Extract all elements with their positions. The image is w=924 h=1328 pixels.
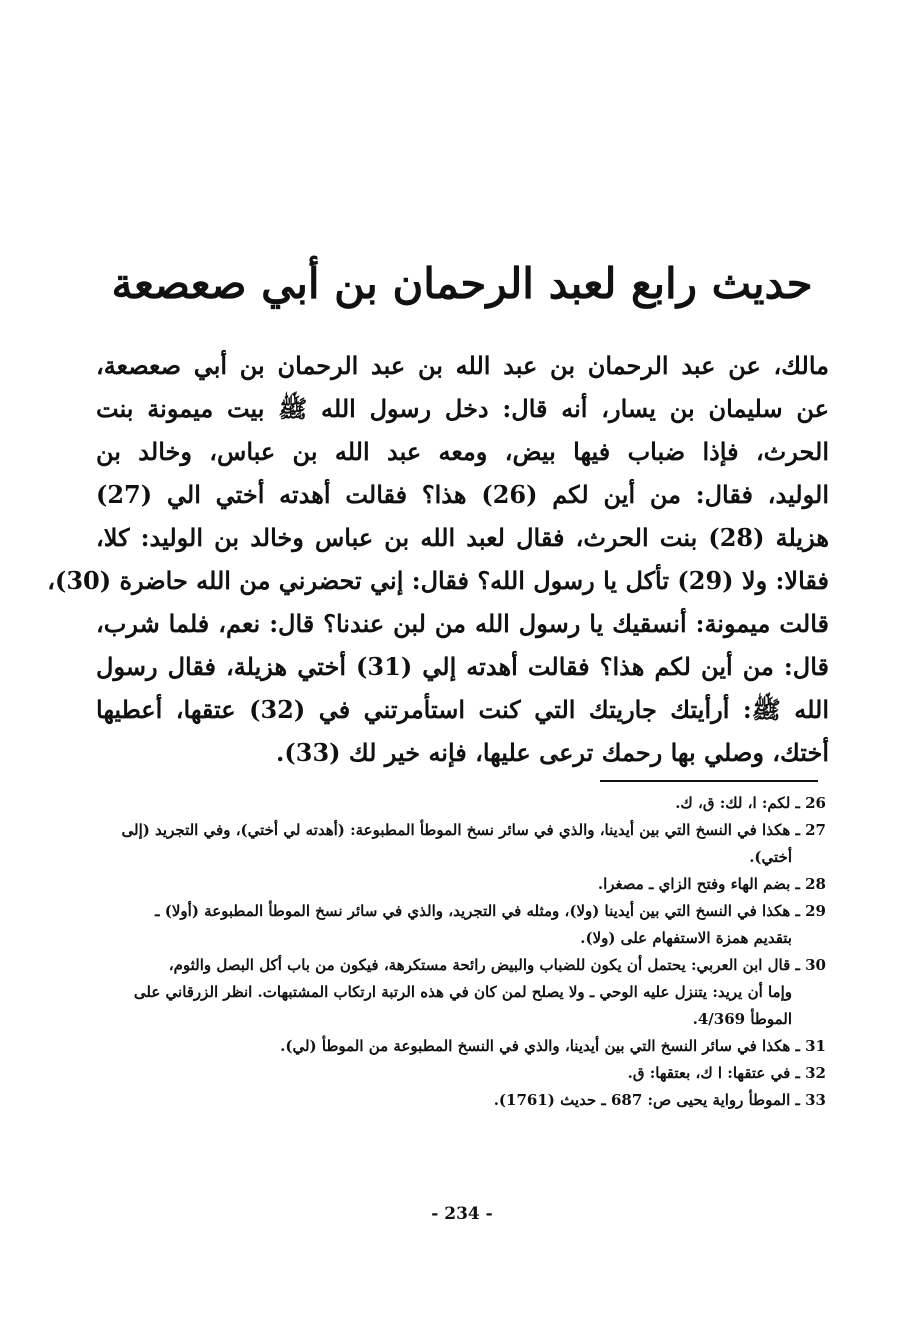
body-line: مالك، عن عبد الرحمان بن عبد الله بن عبد الرحمان بن أبي صعصعة، <box>96 351 829 380</box>
body-line: أختك، وصلي بها رحمك ترعى عليها، فإنه خير لك (33). <box>276 738 829 767</box>
footnote-line: وإما أن يريد: يتنزل عليه الوحي ـ ولا يصلح لمن كان في هذه الرتبة ارتكاب المشتبهات. انظر الزرقاني على <box>133 983 792 1001</box>
footnote-line: 28 ـ بضم الهاء وفتح الزاي ـ مصغرا. <box>597 875 826 893</box>
footnote-line: أختي). <box>749 848 792 866</box>
footnote-line: 33 ـ الموطأ رواية يحيى ص: 687 ـ حديث (1761). <box>493 1091 826 1109</box>
footnote-line: 29 ـ هكذا في النسخ التي بين أيدينا (ولا)، ومثله في التجريد، والذي في سائر نسخ الموطأ المطبوعة (أولا) ـ <box>155 902 826 920</box>
body-line: الحرث، فإذا ضباب فيها بيض، ومعه عبد الله بن عباس، وخالد بن <box>96 437 829 466</box>
body-line: فقالا: ولا (29) تأكل يا رسول الله؟ فقال: إني تحضرني من الله حاضرة (30)، <box>47 566 829 595</box>
footnote-line: 26 ـ لكم: ا، لك: ق، ك. <box>675 794 826 812</box>
body-line: الله ﷺ: أرأيتك جاريتك التي كنت استأمرتني في (32) عتقها، أعطيها <box>96 695 829 724</box>
body-line: قال: من أين لكم هذا؟ فقالت أهدته إلي (31) أختي هزيلة، فقال رسول <box>96 652 830 681</box>
page-number: - 234 - <box>431 1204 493 1224</box>
hadith-body <box>47 344 830 774</box>
body-line: عن سليمان بن يسار، أنه قال: دخل رسول الله ﷺ بيت ميمونة بنت <box>96 394 829 423</box>
footnote-separator <box>600 780 818 782</box>
footnote-line: بتقديم همزة الاستفهام على (ولا). <box>580 929 792 947</box>
footnotes <box>104 790 826 1114</box>
body-line: الوليد، فقال: من أين لكم (26) هذا؟ فقالت أهدته أختي الي (27) <box>96 480 830 509</box>
footnote-line: الموطأ 4/369. <box>692 1010 792 1028</box>
footnote-line: 31 ـ هكذا في سائر النسخ التي بين أيدينا، والذي في النسخ المطبوعة من الموطأ (لي). <box>280 1037 826 1055</box>
page-title: حديث رابع لعبد الرحمان بن أبي صعصعة <box>111 259 813 308</box>
body-line: هزيلة (28) بنت الحرث، فقال لعبد الله بن عباس وخالد بن الوليد: كلا، <box>96 523 829 552</box>
footnote-line: 27 ـ هكذا في النسخ التي بين أيدينا، والذي في سائر نسخ الموطأ المطبوعة: (أهدته لي أختي)، وفي التجريد (إلى <box>121 821 826 839</box>
footnote-line: 30 ـ قال ابن العربي: يحتمل أن يكون للضباب والبيض رائحة مستكرهة، فيكون من باب أكل البصل والثوم، <box>168 956 826 974</box>
body-line: قالت ميمونة: أنسقيك يا رسول الله من لبن عندنا؟ قال: نعم، فلما شرب، <box>96 609 829 638</box>
footnote-line: 32 ـ في عتقها: ا ك، بعتقها: ق. <box>627 1064 826 1082</box>
